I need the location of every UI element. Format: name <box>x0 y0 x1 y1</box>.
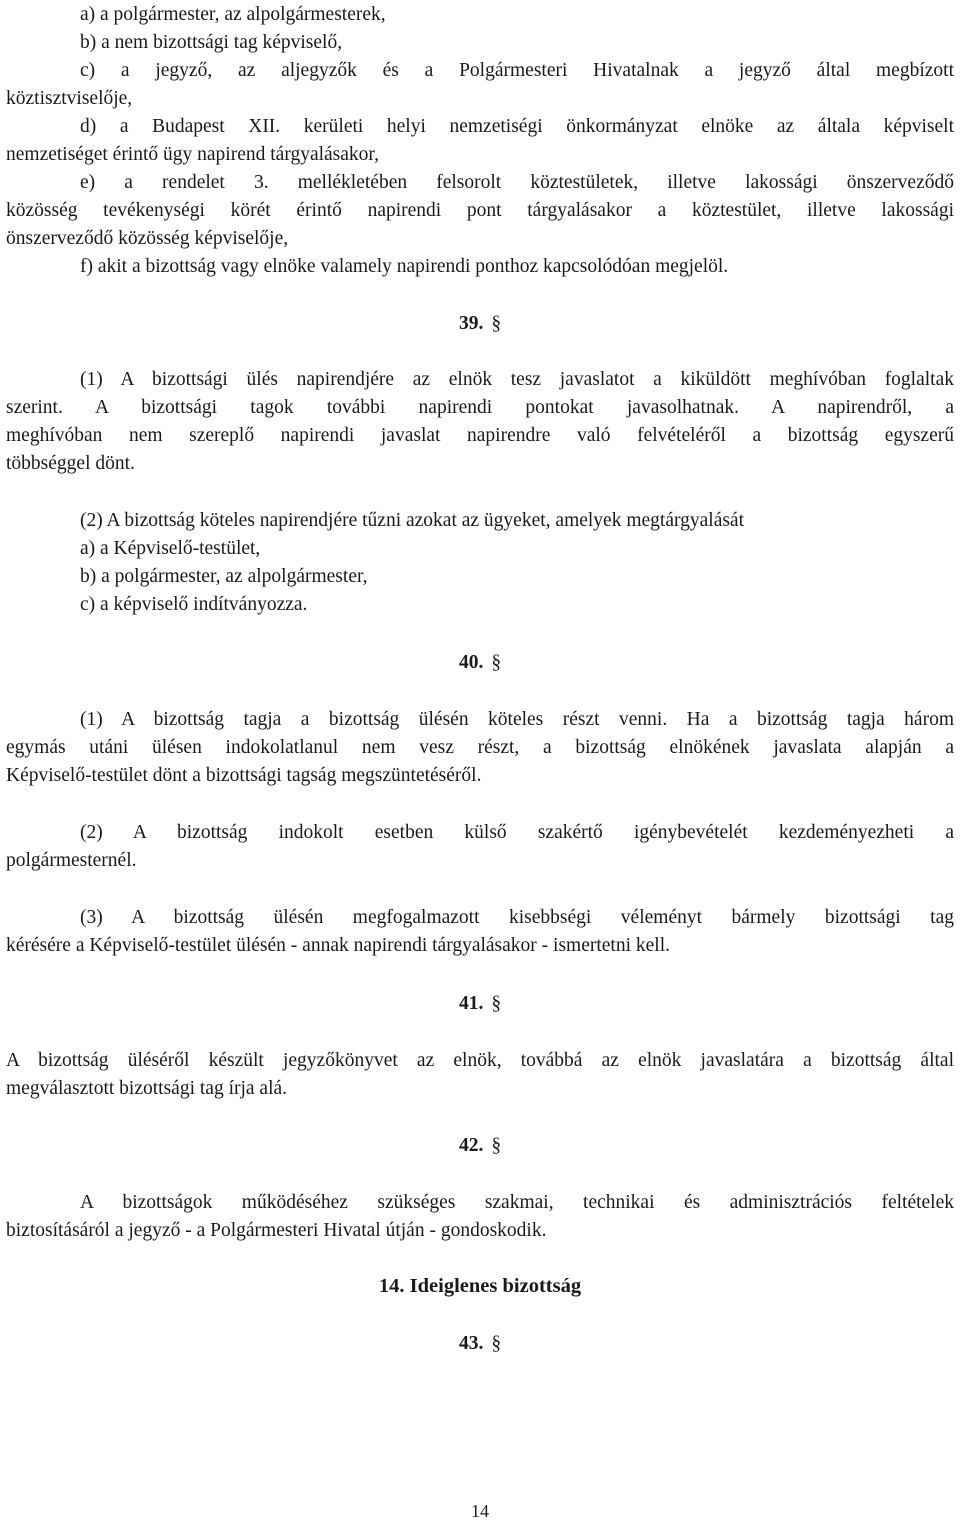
paragraph-40-3-line-1: (3) A bizottság ülésén megfogalmazott kisebbségi véleményt bármely bizottsági tag <box>80 907 954 928</box>
page-number: 14 <box>471 1501 489 1521</box>
list-item-d-cont: nemzetiséget érintő ügy napirend tárgyalásakor, <box>6 144 380 165</box>
paragraph-39-2-line-1: (2) A bizottság köteles napirendjére tűzni azokat az ügyeket, amelyek megtárgyalását <box>80 510 745 531</box>
paragraph-42-line-2: biztosításáról a jegyző - a Polgármesteri Hivatal útján - gondoskodik. <box>6 1220 547 1241</box>
section-sign-icon: § <box>491 313 502 334</box>
list-item-b: b) a nem bizottsági tag képviselő, <box>80 32 343 53</box>
section-number: 42. <box>458 1135 484 1156</box>
paragraph-40-1-line-3: Képviselő-testület dönt a bizottsági tagság megszüntetéséről. <box>6 765 482 786</box>
section-number: 39. <box>458 313 484 334</box>
section-number: 41. <box>458 993 484 1014</box>
chapter-heading: 14. Ideiglenes bizottság <box>378 1275 582 1297</box>
section-sign-icon: § <box>491 993 502 1014</box>
section-sign-icon: § <box>491 1333 502 1354</box>
paragraph-39-2-item-b: b) a polgármester, az alpolgármester, <box>80 566 368 587</box>
section-40-heading <box>6 648 954 677</box>
list-item-f: f) akit a bizottság vagy elnöke valamely napirendi ponthoz kapcsolódóan megjelöl. <box>80 256 729 277</box>
section-43-heading <box>6 1329 954 1358</box>
section-39-heading <box>6 309 954 338</box>
paragraph-40-1-line-2: egymás utáni ülésen indokolatlanul nem vesz részt, a bizottság elnökének javaslata alapján a <box>6 737 954 758</box>
list-item-e-cont-2: önszerveződő közösség képviselője, <box>6 228 289 249</box>
list-item-e: e) a rendelet 3. mellékletében felsorolt köztestületek, illetve lakossági önszerveződő <box>80 172 954 193</box>
section-sign-icon: § <box>491 1135 502 1156</box>
paragraph-40-2-line-2: polgármesternél. <box>6 850 137 871</box>
section-number: 43. <box>458 1333 484 1354</box>
list-item-c: c) a jegyző, az aljegyzők és a Polgármesteri Hivatalnak a jegyző által megbízott <box>80 60 954 81</box>
list-item-a: a) a polgármester, az alpolgármesterek, <box>80 4 386 25</box>
list-item-e-cont-1: közösség tevékenységi körét érintő napirendi pont tárgyalásakor a köztestület, illetve lakossági <box>6 200 954 221</box>
section-41-heading <box>6 989 954 1018</box>
paragraph-40-1-line-1: (1) A bizottság tagja a bizottság ülésén köteles részt venni. Ha a bizottság tagja három <box>80 709 954 730</box>
paragraph-39-2-item-c: c) a képviselő indítványozza. <box>80 594 308 615</box>
paragraph-39-1-line-1: (1) A bizottsági ülés napirendjére az elnök tesz javaslatot a kiküldött meghívóban foglaltak <box>80 369 954 390</box>
paragraph-39-1-line-2: szerint. A bizottsági tagok további napirendi pontokat javasolhatnak. A napirendről, a <box>6 397 954 418</box>
paragraph-42-line-1: A bizottságok működéséhez szükséges szakmai, technikai és adminisztrációs feltételek <box>80 1192 954 1213</box>
paragraph-39-1-line-4: többséggel dönt. <box>6 453 135 474</box>
section-42-heading <box>6 1131 954 1160</box>
paragraph-41-line-2: megválasztott bizottsági tag írja alá. <box>6 1078 288 1099</box>
paragraph-40-2-line-1: (2) A bizottság indokolt esetben külső szakértő igénybevételét kezdeményezheti a <box>80 822 954 843</box>
list-item-c-cont: köztisztviselője, <box>6 88 133 109</box>
section-number: 40. <box>458 652 484 673</box>
list-item-d: d) a Budapest XII. kerületi helyi nemzetiségi önkormányzat elnöke az általa képviselt <box>80 116 954 137</box>
paragraph-39-1-line-3: meghívóban nem szereplő napirendi javaslat napirendre való felvételéről a bizottság egyszerű <box>6 425 954 446</box>
paragraph-39-2-item-a: a) a Képviselő-testület, <box>80 538 261 559</box>
paragraph-41-line-1: A bizottság üléséről készült jegyzőkönyvet az elnök, továbbá az elnök javaslatára a bizottság által <box>6 1050 954 1071</box>
section-sign-icon: § <box>491 652 502 673</box>
paragraph-40-3-line-2: kérésére a Képviselő-testület ülésén - annak napirendi tárgyalásakor - ismertetni kell. <box>6 935 671 956</box>
